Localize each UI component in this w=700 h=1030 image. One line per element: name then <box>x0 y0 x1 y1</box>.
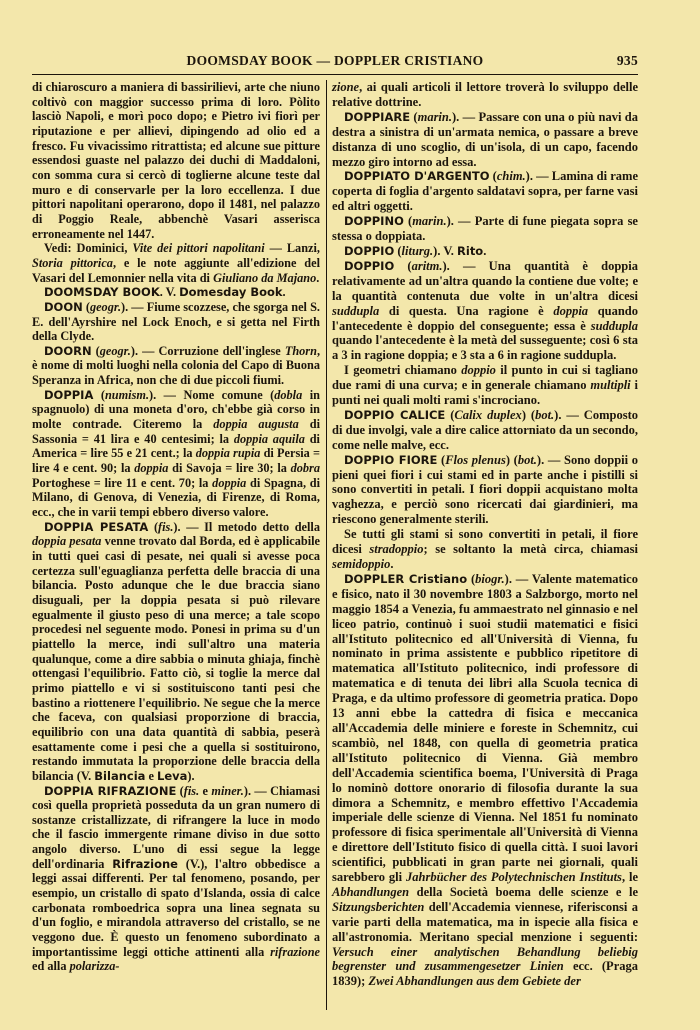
headword: DOON <box>44 299 83 314</box>
text-run: ). — Una quantità è doppia relativamente ad un'altra quando la contiene due volte; e la quantità contenuta due volte in un'altra dicesi <box>332 258 638 303</box>
text-run: , ai quali articoli il lettore troverà lo sviluppo delle relative dottrine. <box>332 80 638 109</box>
headword: DOPPIA RIFRAZIONE <box>44 783 177 798</box>
italic-text: fis. <box>158 519 174 534</box>
italic-text: doppia pesata <box>32 534 102 549</box>
page-header <box>32 50 638 75</box>
text-run: di questa. Una ragione è <box>379 303 554 318</box>
italic-text: marin. <box>417 109 452 124</box>
entry-paragraph <box>32 784 320 975</box>
text-run: di Savoja = lire 30; la <box>168 461 291 476</box>
italic-text: Zwei Abhandlungen aus dem Gebiete der <box>368 974 581 989</box>
italic-text: doppia aquila <box>233 431 305 446</box>
italic-text: suddupla <box>332 303 380 318</box>
italic-text: rifrazione <box>270 944 320 959</box>
entry-paragraph <box>332 453 638 528</box>
entry-paragraph <box>332 169 638 214</box>
text-run: ). V. <box>433 243 458 258</box>
text-run: ). — Valente matematico e fisico, nato il 30 novembre 1803 a Salzborgo, morto nel maggio 1854 a Venezia, fu ammaestrato nel ginnasio e nel liceo patrio, continuò i suoi studii matematici e fisici all'Istituto politecnico ed all'Università di Vienna, fu nominato in prima assistente e pubblico ripetitore di matematica all'Istituto politecnico, indi professore di matematica e di tenuta dei libri alla Scuola tecnica di Praga, e da ultimo professore di geometria pratica. Dopo 13 anni ebbe la cattedra di fisica e meccanica all'Accademia delle miniere e foreste in Schemnitz, cui scambiò, nel 1848, con quella di geometria pratica all'Istituto politecnico di Vienna. Già membro dell'Accademia scientifica boema, l'Università di Praga lo nominò dottore onorario di filosofia durante la sua dimora a Schemnitz, e membro effettivo l'Accademia imperiale delle scienze di Vienna. Nel 1851 fu nominato professore di fisica sperimentale all'Università di Vienna e direttore dell'Istituto fisico di quella città. I suoi lavori scientifici, pubblicati in gran parte nei giornali, quali sarebbero gli <box>332 571 638 885</box>
entry-paragraph <box>32 285 320 300</box>
running-title: DOOMSDAY BOOK — DOPPLER CRISTIANO <box>186 53 484 68</box>
text-run: . <box>390 557 394 571</box>
entry-paragraph <box>332 259 638 363</box>
text-run: ( <box>403 214 413 229</box>
text-run: quando l'antecedente è la metà del susseguente; così 6 sta a 3 in ragione doppia; e 3 sta a 6 in ragione suddupla. <box>332 333 638 363</box>
text-run: ( <box>176 783 184 798</box>
text-run: di America = lire 55 e 21 cent.; la <box>32 431 320 461</box>
column-divider <box>326 80 327 1010</box>
entry-paragraph <box>332 244 638 259</box>
italic-text: suddupla <box>590 318 638 333</box>
italic-text: biogr. <box>475 571 505 586</box>
italic-text: Storia pittorica <box>32 255 113 270</box>
text-run: di chiaroscuro a maniera di bassirilievi, arte che niuno coltivò con maggior successo prima di loro. Pòlito lasciò Napoli, e morì poco dopo; e Pietro ivi fiorì per riputazione e per allievi, dipingendo ad olio ed a fresco. Fu vivacissimo ritrattista; ed alcune sue pitture essendosi guaste nel palazzo dei duchi di Maddaloni, con somma cura si cercò di toglierne alcune teste dal muro e di conservarle per la loro eccellenza. I due pittori napolitani operarono, dopo il 1481, nel palazzo di Poggio Reale, abbenchè Vasari asserisca erroneamente nel 1447. <box>32 80 320 241</box>
text-run: ecc. (Praga 1839); <box>332 959 638 989</box>
italic-text: dobla <box>274 387 303 402</box>
italic-text: geogr. <box>89 299 122 314</box>
italic-text: liturg. <box>401 243 434 258</box>
text-paragraph <box>332 363 638 408</box>
text-run: ). — Fiume scozzese, che sgorga nel S. E. dell'Ayrshire nel Lock Enoch, e si getta nel Firth della Clyde. <box>32 299 320 344</box>
text-run: ( <box>82 299 90 314</box>
headword: DOPPIARE <box>344 109 411 124</box>
headword: DOPPIATO D'ARGENTO <box>344 169 490 184</box>
text-run: . <box>282 285 286 300</box>
text-run: ( <box>93 387 105 402</box>
italic-text: polarizza- <box>69 959 120 974</box>
text-run: ( <box>489 169 497 184</box>
italic-text: Thorn <box>284 343 317 358</box>
text-run: ). — Lamina di rame coperta di foglia d'argento saldatavi sopra, per farne vasi ed altri oggetti. <box>332 169 638 214</box>
italic-text: dobra <box>290 461 320 476</box>
headword: Domesday Book <box>179 285 283 300</box>
italic-text: bot. <box>517 452 537 467</box>
text-run: di Sassonia = 41 lira e 40 centesimi; la <box>32 417 320 446</box>
italic-text: multipli <box>590 378 631 393</box>
text-run: ). — Nome comune ( <box>149 387 275 402</box>
italic-text: geogr. <box>99 343 131 358</box>
text-run: ). — Passare con una o più navi da destra a sinistra di un'armata nemica, o passare a breve distanza di uno scoglio, di un'isola, di un capo, facendo mezzo giro intorno ad essa. <box>332 109 638 169</box>
italic-text: doppio <box>461 363 496 378</box>
italic-text: fis. <box>183 783 200 798</box>
headword: Bilancia <box>94 768 146 783</box>
text-run: , le <box>621 870 638 885</box>
text-run: ). <box>187 768 195 783</box>
italic-text: doppia <box>553 303 589 318</box>
text-run: venne trovato dal Borda, ed è applicabile in tutti quei casi di pesate, nei quali si avesse poca certezza sull'eguaglianza perfetta delle braccia di una bilancia. Posto adunque che le due braccia siano disuguali, per la doppia pesata si può rilevare egualmente il giusto peso di una merce; a tale scopo procedesi nel seguente modo. Ponesi in prima su d'un piattello la merce, indi sull'altro una materia qualunque, come a dire sabbia o minuta ghiaja, finchè ottengasi l'equilibrio. Fatto ciò, si toglie la merce dal primo piattello e vi si sostituiscono tanti pesi che bastino a riottenere l'equilibrio. Ne segue che la merce che faceva, con qualsiasi proporzione di braccia, equilibrio con una data quantità di sabbia, peserà esattamente come i pesi che a quella si sostituirono, restando immutata la proporzione delle braccia della bilancia (V. <box>32 534 320 783</box>
entry-paragraph <box>332 408 638 453</box>
right-column <box>332 80 638 1014</box>
italic-text: chim. <box>496 169 526 184</box>
italic-text: Abhandlungen <box>332 884 410 899</box>
italic-text: Sitzungsberichten <box>332 899 425 914</box>
text-run: , e le note aggiunte all'edizione del Vasari del Lemonnier nella vita di <box>32 255 320 285</box>
text-run: e <box>199 783 212 798</box>
headword: DOPPINO <box>344 214 404 229</box>
italic-text: marin. <box>412 214 447 229</box>
text-run: ). — Composto di due involgi, vale a dire calice attorniato da un secondo, come nelle malve, ecc. <box>332 407 638 452</box>
headword: DOPPLER Cristiano <box>344 571 468 586</box>
text-run: ). — Chiamasi così quella proprietà posseduta da un gran numero di sostanze cristallizzate, di rifrangere la luce in modo che il fascio immergente rimane diviso in due sotto angolo diverso. L'uno di essi segue la legge dell'ordinaria <box>32 783 320 871</box>
headword: DOPPIO <box>344 258 395 273</box>
text-paragraph <box>332 80 638 110</box>
text-run: , è nome di molti luoghi nella colonia del Capo di Buona Speranza in Africa, non che di due piccoli fiumi. <box>32 343 321 388</box>
text-run: quando l'antecedente è doppio del conseguente; essa è <box>332 303 638 333</box>
italic-text: bot. <box>535 407 555 422</box>
page-number: 935 <box>616 53 638 68</box>
headword: DOPPIO <box>344 243 395 258</box>
text-run: dell'Accademia viennese, riferisconsi a varie parti della matematica, ma in ispecie alla fisica e all'astronomia. Meritano special menzione i seguenti: <box>332 899 638 944</box>
italic-text: doppia rupia <box>195 446 261 461</box>
entry-paragraph <box>32 520 320 784</box>
text-run: di Spagna, di Milano, di Genova, di Venezia, di Firenze, di Roma, ecc., che in varii tempi ebbero diverso valore. <box>32 475 320 520</box>
text-run: ( <box>410 109 418 124</box>
headword: Leva <box>157 768 188 783</box>
italic-text: doppia augusta <box>213 417 299 432</box>
text-run: di Persia = lire 4 e cent. 90; la <box>32 446 321 476</box>
headword: DOPPIA PESATA <box>44 519 149 534</box>
text-run: ( <box>148 519 159 534</box>
text-run: ) ( <box>505 452 518 467</box>
text-run: in spagnuolo) di una moneta d'oro, ch'ebbe già corso in molte contrade. Citeremo la <box>32 387 320 432</box>
italic-text: aritm. <box>411 258 443 273</box>
text-paragraph <box>32 80 320 241</box>
italic-text: semidoppio <box>332 557 391 571</box>
entry-paragraph <box>332 110 638 170</box>
italic-text: Versuch einer analytischen Behandlung beliebig begrenster und zusammengesetzer Linien <box>332 944 638 974</box>
text-run: — Lanzi, <box>264 241 320 256</box>
italic-text: stradoppio <box>369 542 424 557</box>
italic-text: Flos plenus <box>445 452 506 467</box>
text-run: . V. <box>159 285 180 300</box>
text-run: ; se soltanto la metà circa, chiamasi <box>423 542 639 557</box>
text-run: ( <box>394 258 412 273</box>
text-run: della Società boema delle scienze e le <box>409 884 638 899</box>
italic-text: doppia <box>134 461 169 476</box>
italic-text: miner. <box>211 783 244 798</box>
text-run: . <box>483 243 487 258</box>
entry-paragraph <box>332 572 638 989</box>
text-run: Portoghese = lire 11 e cent. 70; la <box>32 475 213 490</box>
italic-text: Jahrbücher des Polytechnischen Instituts <box>406 870 622 885</box>
headword: Rito <box>457 243 484 258</box>
left-column <box>32 80 320 1014</box>
entry-paragraph <box>332 214 638 244</box>
text-run: . <box>316 270 320 285</box>
italic-text: numism. <box>104 387 150 402</box>
text-run: ). — Parte di fune piegata sopra se stessa o doppiata. <box>332 214 638 244</box>
text-paragraph <box>32 241 320 285</box>
text-run: ). — Sono doppii o pieni quei fiori i cui stami ed in parte anche i pistilli si sono convertiti in petali. I fiori doppii acquistano molta vaghezza, e perciò sono ricercati dai giardinieri, ma riescono generalmente sterili. <box>332 452 639 527</box>
italic-text: Giuliano da Majano <box>213 270 317 285</box>
text-run: e <box>145 768 158 783</box>
text-paragraph <box>332 527 638 572</box>
text-run: ) ( <box>521 407 536 422</box>
text-run: ). — Corruzione dell'inglese <box>130 343 285 358</box>
text-run: ed alla <box>32 959 70 974</box>
italic-text: zione <box>332 80 360 94</box>
headword: DOPPIA <box>44 387 94 402</box>
headword: DOORN <box>44 343 92 358</box>
text-run: (V.), l'altro obbedisce a leggi assai differenti. Per tal fenomeno, posando, per esempio, un cristallo di spato d'Islanda, ossia di calce carbonata romboedrica sopra una linea segnata su d'un foglio, e mirandola attraverso del cristallo, se ne veggono due. È questo un fenomeno subordinato a importantissime leggi ottiche attinenti alla <box>32 856 320 959</box>
text-run: ( <box>394 243 402 258</box>
text-run: il punto in cui si tagliano due rami di una curva; e in generale chiamano <box>332 363 638 393</box>
text-run: ( <box>437 452 446 467</box>
text-run: ( <box>91 343 100 358</box>
headword: DOPPIO CALICE <box>344 407 446 422</box>
text-run: Se tutti gli stami si sono convertiti in petali, il fiore dicesi <box>332 527 638 557</box>
entry-paragraph <box>32 300 320 344</box>
headword: Rifrazione <box>112 856 178 871</box>
text-run: i punti nei quali molti rami s'incrociano. <box>332 378 638 408</box>
text-run: ). — Il metodo detto della <box>173 519 320 534</box>
text-run: Vedi: Dominici, <box>44 241 133 256</box>
entry-paragraph <box>32 388 320 520</box>
text-run: ( <box>445 407 455 422</box>
italic-text: doppia <box>212 475 247 490</box>
headword: DOPPIO FIORE <box>344 452 438 467</box>
headword: DOOMSDAY BOOK <box>44 285 160 300</box>
text-run: ( <box>467 571 476 586</box>
italic-text: Calix duplex <box>454 407 522 422</box>
entry-paragraph <box>32 344 320 388</box>
text-run: I geometri chiamano <box>344 363 462 378</box>
italic-text: Vite dei pittori napolitani <box>132 241 265 256</box>
